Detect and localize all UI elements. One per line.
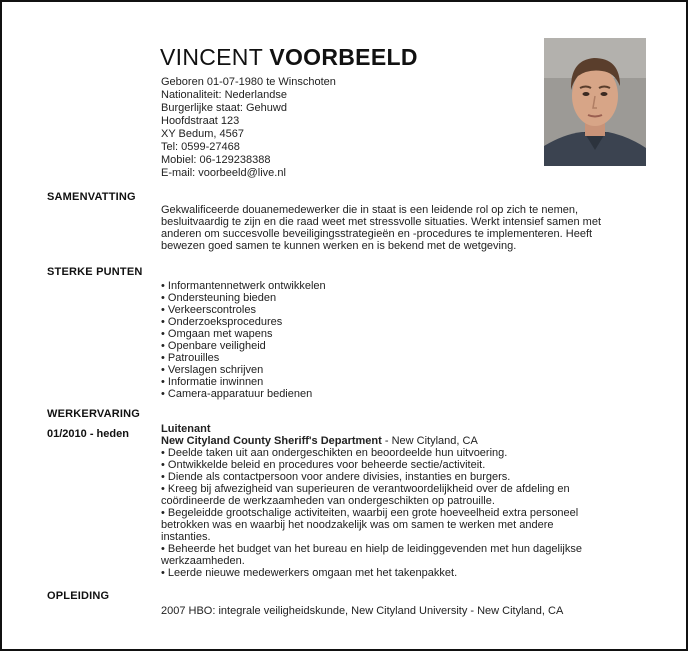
skill-item: • Patrouilles bbox=[161, 352, 220, 364]
contact-nationality: Nationaliteit: Nederlandse bbox=[161, 89, 287, 101]
experience-date: 01/2010 - heden bbox=[47, 428, 129, 440]
experience-line: betrokken was en waarbij het noodzakelijk was om samen te werken met andere bbox=[161, 519, 554, 531]
contact-details bbox=[161, 76, 336, 180]
summary-heading: SAMENVATTING bbox=[47, 191, 136, 203]
summary-line: besluitvaardig te zijn en die raad weet met stressvolle situaties. Werkt intensief samen met bbox=[161, 216, 601, 228]
skill-item: • Omgaan met wapens bbox=[161, 328, 273, 340]
skill-item: • Informantennetwerk ontwikkelen bbox=[161, 280, 326, 292]
skill-item: • Verkeerscontroles bbox=[161, 304, 256, 316]
company-line bbox=[161, 435, 631, 447]
skill-item: • Verslagen schrijven bbox=[161, 364, 264, 376]
experience-line: werkzaamheden. bbox=[161, 555, 245, 567]
experience-line: • Deelde taken uit aan ondergeschikten en beoordeelde hun uitvoering. bbox=[161, 447, 508, 459]
contact-email: E-mail: voorbeeld@live.nl bbox=[161, 167, 286, 179]
summary-line: anderen om succesvolle beveiligingsstrategieën en -procedures te implementeren. Heeft bbox=[161, 228, 593, 240]
summary-line: Gekwalificeerde douanemedewerker die in staat is een leidende rol op zich te nemen, bbox=[161, 204, 579, 216]
contact-birth: Geboren 01-07-1980 te Winschoten bbox=[161, 76, 336, 88]
contact-phone: Tel: 0599-27468 bbox=[161, 141, 240, 153]
education-heading: OPLEIDING bbox=[47, 590, 110, 602]
skill-item: • Openbare veiligheid bbox=[161, 340, 266, 352]
contact-marital-status: Burgerlijke staat: Gehuwd bbox=[161, 102, 287, 114]
summary-line: bewezen goed samen te kunnen werken en is bekend met de wetgeving. bbox=[161, 240, 517, 252]
experience-line: coördineerde de werkzaamheden van ondergeschikten op patrouille. bbox=[161, 495, 495, 507]
contact-street: Hoofdstraat 123 bbox=[161, 115, 240, 127]
contact-postal-city: XY Bedum, 4567 bbox=[161, 128, 244, 140]
first-name: VINCENT bbox=[160, 44, 263, 70]
skills-list bbox=[161, 280, 326, 400]
skill-item: • Camera-apparatuur bedienen bbox=[161, 388, 313, 400]
experience-line: • Diende als contactpersoon voor andere divisies, instanties en burgers. bbox=[161, 471, 511, 483]
education-line: 2007 HBO: integrale veiligheidskunde, New Cityland University - New Cityland, CA bbox=[161, 605, 564, 617]
candidate-name bbox=[160, 44, 418, 71]
summary-text bbox=[161, 204, 621, 252]
company-location: - New Cityland, CA bbox=[381, 435, 478, 447]
skills-heading: STERKE PUNTEN bbox=[47, 266, 143, 278]
job-title: Luitenant bbox=[161, 423, 211, 435]
profile-photo bbox=[544, 38, 646, 166]
last-name: VOORBEELD bbox=[269, 44, 418, 70]
experience-line: • Begeleidde grootschalige activiteiten, waarbij een grote hoeveelheid extra personeel bbox=[161, 507, 579, 519]
experience-line: • Ontwikkelde beleid en procedures voor beheerde sectie/activiteit. bbox=[161, 459, 486, 471]
skill-item: • Informatie inwinnen bbox=[161, 376, 264, 388]
skill-item: • Onderzoeksprocedures bbox=[161, 316, 283, 328]
experience-entry bbox=[161, 423, 631, 579]
experience-heading: WERKERVARING bbox=[47, 408, 141, 420]
experience-line: • Leerde nieuwe medewerkers omgaan met het takenpakket. bbox=[161, 567, 458, 579]
experience-line: instanties. bbox=[161, 531, 211, 543]
company-name: New Cityland County Sheriff's Department bbox=[161, 435, 382, 447]
experience-line: • Kreeg bij afwezigheid van superieuren de verantwoordelijkheid over de afdeling en bbox=[161, 483, 570, 495]
contact-mobile: Mobiel: 06-129238388 bbox=[161, 154, 271, 166]
skill-item: • Ondersteuning bieden bbox=[161, 292, 277, 304]
experience-line: • Beheerde het budget van het bureau en hielp de leidinggevenden met hun dagelijkse bbox=[161, 543, 582, 555]
